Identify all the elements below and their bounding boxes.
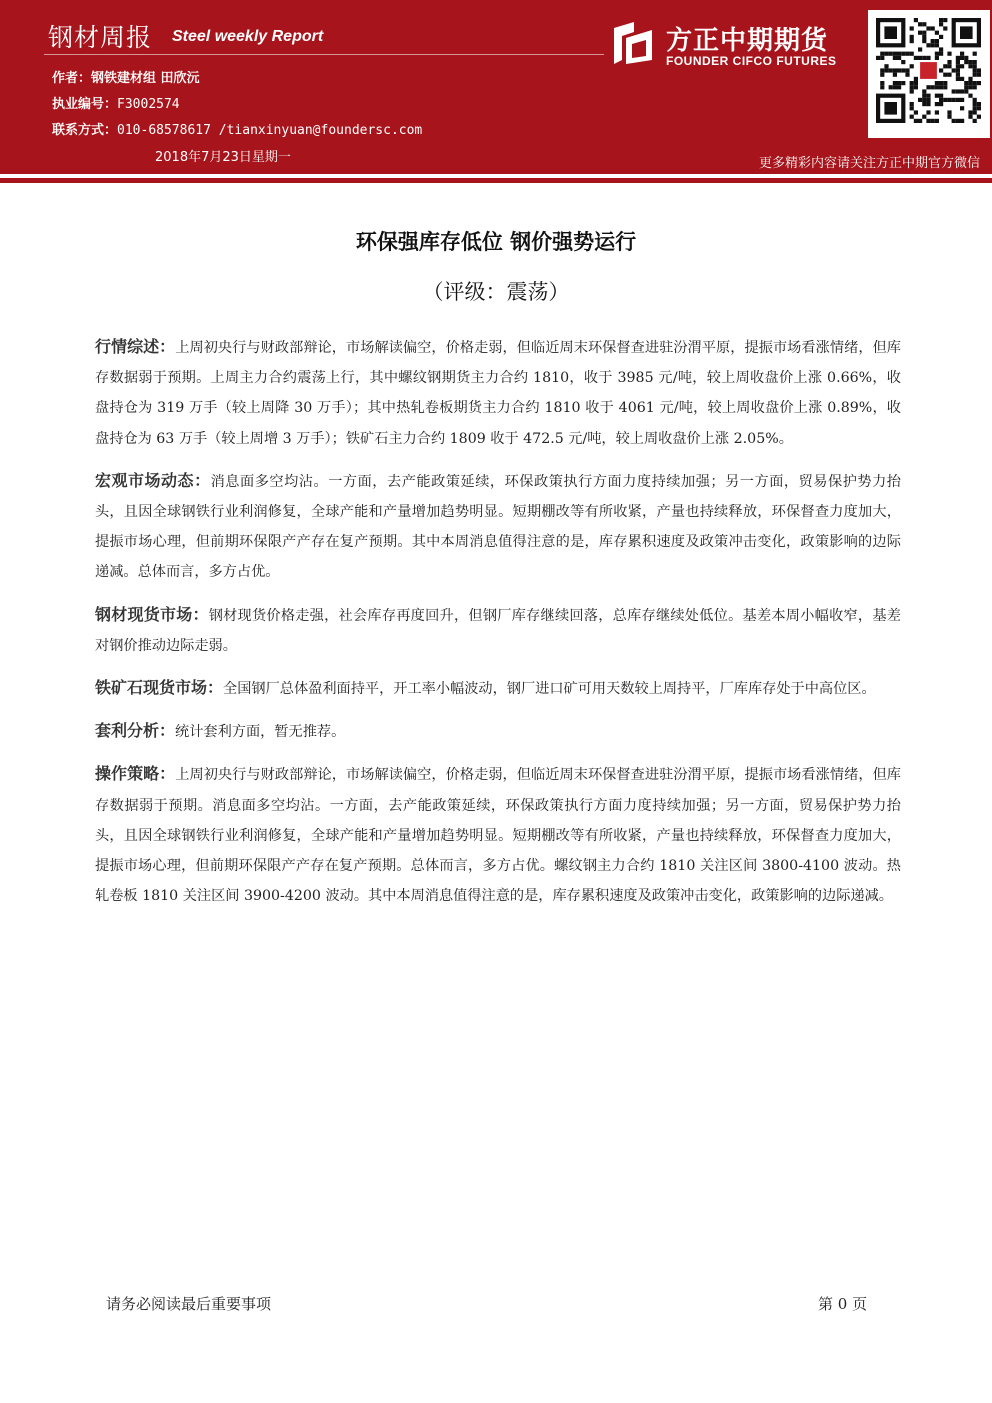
section-text: 全国钢厂总体盈利面持平，开工率小幅波动，钢厂进口矿可用天数较上周持平，厂库库存处于中高位区。 (223, 681, 876, 698)
section-steel-spot (95, 600, 901, 661)
page-number: 第 0 页 (818, 1295, 868, 1313)
contact-label: 联系方式： (52, 123, 118, 138)
rating (0, 276, 992, 306)
section-arbitrage (95, 716, 901, 747)
logo-text-en: FOUNDER CIFCO FUTURES (666, 54, 837, 68)
author-value: 钢铁建材组 田欣沅 (91, 71, 200, 86)
logo-text-cn: 方正中期期货 (666, 26, 829, 56)
wechat-follow-note: 更多精彩内容请关注方正中期官方微信 (758, 156, 980, 171)
report-date: 2018年7月23日星期一 (155, 150, 291, 165)
section-text: 统计套利方面，暂无推荐。 (175, 724, 346, 741)
section-strategy (95, 759, 901, 911)
contact-value: 010-68578617 /tianxinyuan@foundersc.com (117, 123, 423, 138)
company-logo (610, 20, 862, 70)
section-lead: 宏观市场动态： (95, 470, 211, 490)
contact-line (52, 119, 422, 138)
report-title-cn: 钢材周报 (48, 23, 153, 52)
section-text: 钢材现货价格走强，社会库存再度回升，但钢厂库存继续回落，总库存继续处低位。基差本周小幅收窄，基差对钢价推动边际走弱。 (95, 607, 901, 654)
footer-disclaimer-note: 请务必阅读最后重要事项 (106, 1295, 272, 1313)
license-label: 执业编号： (52, 97, 118, 112)
title-underline (44, 54, 604, 55)
section-lead: 套利分析： (95, 721, 176, 741)
rating-close-paren: ） (548, 280, 570, 304)
section-text: 消息面多空均沾。一方面，去产能政策延续，环保政策执行方面力度持续加强；另一方面，贸易保护势力抬头，且因全球钢铁行业利润修复，全球产能和产量增加趋势明显。短期棚改等有所收紧，产量也持续释放，环保督查力度加大，提振市场心理，但前期环保限产产存在复产预期。其中本周消息值得注意的是，库存累积速度及政策冲击变化，政策影响的边际递减。总体而言，多方占优。 (95, 473, 901, 581)
report-title-en: Steel weekly Report (172, 28, 324, 45)
section-lead: 操作策略： (95, 764, 176, 784)
section-text: 上周初央行与财政部辩论，市场解读偏空，价格走弱，但临近周末环保督查进驻汾渭平原，提振市场看涨情绪，但库存数据弱于预期。消息面多空均沾。一方面，去产能政策延续，环保政策执行方面力度持续加强；另一方面，贸易保护势力抬头，且因全球钢铁行业利润修复，全球产能和产量增加趋势明显。短期棚改等有所收紧，产量也持续释放，环保督查力度加大，提振市场心理，但前期环保限产产存在复产预期。总体而言，多方占优。螺纹钢主力合约 1810 关注区间 3800-4100 波动。热轧卷板 1810 关注区间 3900-4200 波动。其中本周消息值得注意的是，库存累积速度及政策冲击变化，政策影响的边际递减。 (95, 767, 901, 905)
qr-code-icon (876, 18, 982, 130)
rating-label: 评级：震荡 (443, 280, 549, 304)
rating-open-paren: （ (422, 280, 444, 304)
author-label: 作者： (52, 71, 92, 86)
section-macro (95, 466, 901, 588)
wechat-qr-code (868, 10, 990, 138)
section-iron-ore-spot (95, 673, 901, 704)
section-lead: 钢材现货市场： (95, 604, 209, 624)
section-market-overview (95, 332, 901, 454)
license-value: F3002574 (117, 97, 180, 112)
section-lead: 行情综述： (95, 337, 176, 356)
document-title: 环保强库存低位 钢价强势运行 (355, 230, 637, 254)
author-line (52, 67, 200, 86)
logo-mark-icon (610, 20, 656, 66)
report-body (95, 332, 901, 923)
header-stripe (0, 178, 992, 183)
section-text: 上周初央行与财政部辩论，市场解读偏空，价格走弱，但临近周末环保督查进驻汾渭平原，提振市场看涨情绪，但库存数据弱于预期。上周主力合约震荡上行，其中螺纹钢期货主力合约 1810，收于 3985 元/吨，较上周收盘价上涨 0.66%，收盘持仓为 319 万手（较上周降 30 万手）；其中热轧卷板期货主力合约 1810 收于 4061 元/吨，较上周收盘价上涨 0.89%，收盘持仓为 63 万手（较上周增 3 万手）；铁矿石主力合约 1809 收于 472.5 元/吨，较上周收盘价上涨 2.05%。 (95, 340, 901, 447)
license-line (52, 93, 180, 112)
section-lead: 铁矿石现货市场： (95, 678, 224, 698)
